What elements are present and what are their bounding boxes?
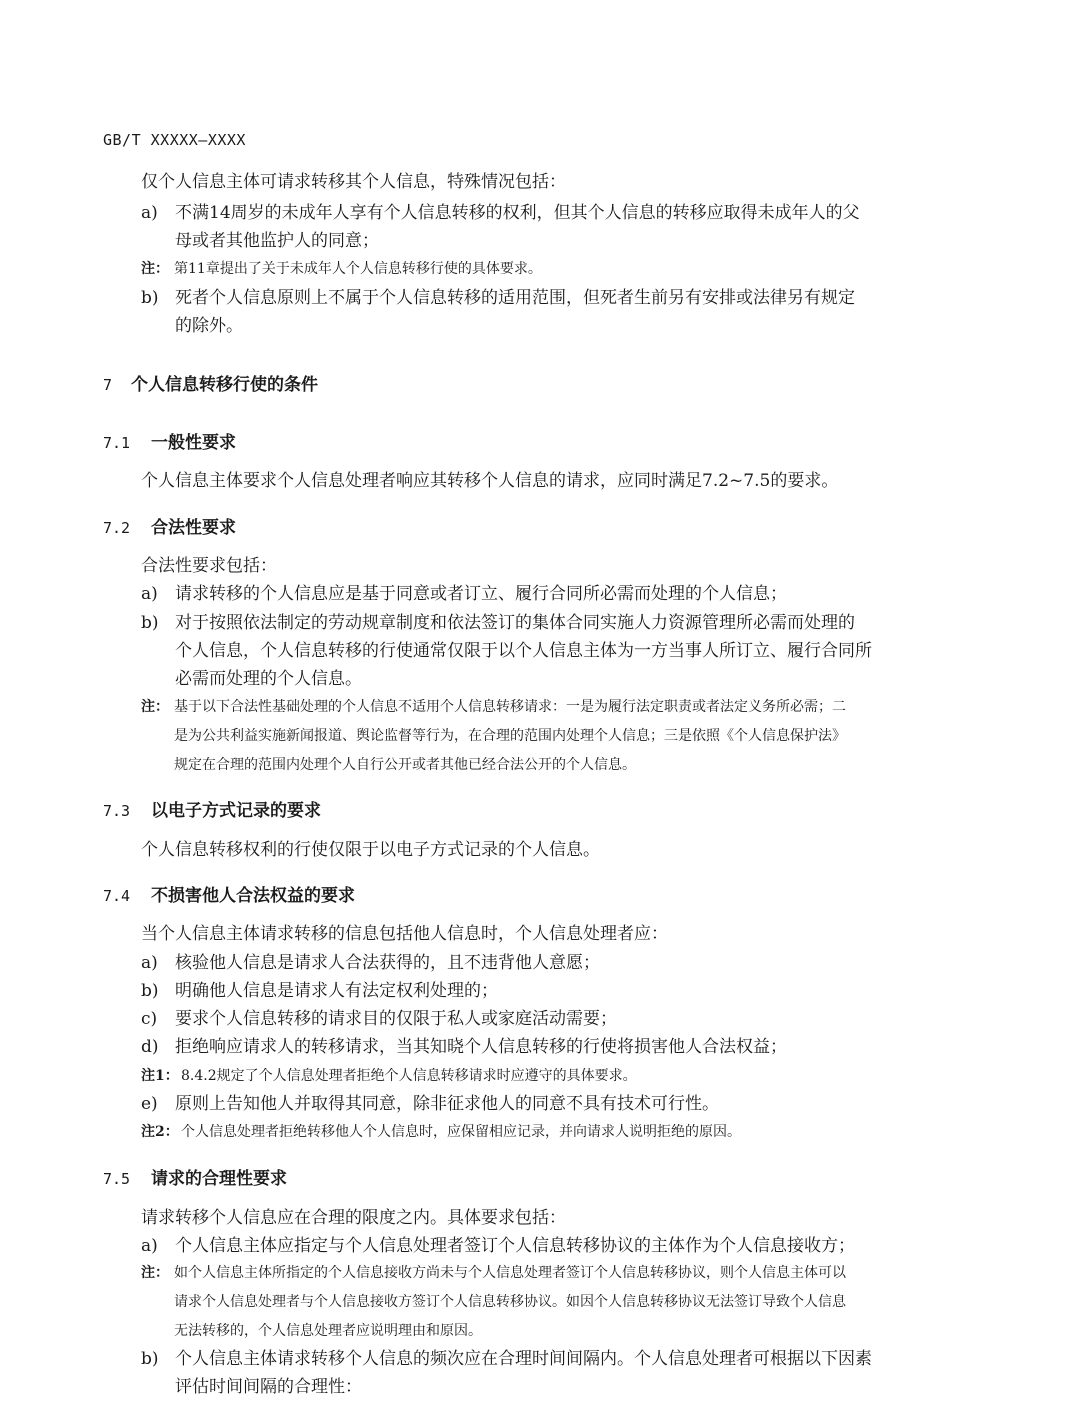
note-text: 8.4.2规定了个人信息处理者拒绝个人信息转移请求时应遵守的具体要求。: [181, 1068, 637, 1084]
note-label: 注2：: [141, 1124, 179, 1140]
list-item-label: c): [141, 1009, 158, 1029]
section-7-3-paragraph: 个人信息转移权利的行使仅限于以电子方式记录的个人信息。: [141, 840, 600, 860]
note-text-line: 基于以下合法性基础处理的个人信息不适用个人信息转移请求：一是为履行法定职责或者法定义务所必需；二: [174, 699, 846, 715]
intro-paragraph: 仅个人信息主体可请求转移其个人信息，特殊情况包括：: [141, 172, 566, 192]
section-number: 7.4: [103, 887, 131, 905]
section-number: 7.3: [103, 802, 131, 820]
list-item-text-line: 不满14周岁的未成年人享有个人信息转移的权利，但其个人信息的转移应取得未成年人的父: [175, 203, 860, 223]
list-item-text: 原则上告知他人并取得其同意，除非征求他人的同意不具有技术可行性。: [175, 1094, 719, 1114]
section-7-1-paragraph: 个人信息主体要求个人信息处理者响应其转移个人信息的请求，应同时满足7.2~7.5的要求。: [141, 471, 839, 491]
list-item-label: a): [141, 1236, 158, 1256]
section-title: 以电子方式记录的要求: [151, 801, 321, 821]
document-code-header: GB/T XXXXX—XXXX: [103, 131, 246, 149]
section-7-1-heading: [103, 428, 236, 453]
note-label: 注：: [141, 699, 169, 715]
section-7-2-heading: [103, 513, 236, 538]
section-number: 7.5: [103, 1170, 131, 1188]
section-title: 请求的合理性要求: [151, 1169, 287, 1189]
list-item-label: a): [141, 203, 158, 223]
list-item-label: b): [141, 288, 159, 308]
list-item-label: e): [141, 1094, 158, 1114]
section-title: 个人信息转移行使的条件: [131, 375, 318, 395]
list-item-text-line: 个人信息，个人信息转移的行使通常仅限于以个人信息主体为一方当事人所订立、履行合同所: [175, 641, 872, 661]
list-item-text-line: 个人信息主体请求转移个人信息的频次应在合理时间间隔内。个人信息处理者可根据以下因素: [175, 1349, 872, 1369]
list-item-text-line: 对于按照依法制定的劳动规章制度和依法签订的集体合同实施人力资源管理所必需而处理的: [175, 613, 855, 633]
section-7-2-paragraph: 合法性要求包括：: [141, 556, 277, 576]
list-item-text-line: 必需而处理的个人信息。: [175, 669, 362, 689]
list-item-text: 明确他人信息是请求人有法定权利处理的；: [175, 981, 498, 1001]
list-item-text: 核验他人信息是请求人合法获得的，且不违背他人意愿；: [175, 953, 600, 973]
list-item-text: 拒绝响应请求人的转移请求，当其知晓个人信息转移的行使将损害他人合法权益；: [175, 1037, 787, 1057]
note-text-line: 无法转移的，个人信息处理者应说明理由和原因。: [174, 1323, 482, 1339]
section-title: 一般性要求: [151, 433, 236, 453]
note-text-line: 如个人信息主体所指定的个人信息接收方尚未与个人信息处理者签订个人信息转移协议，则个人信息主体可以: [174, 1265, 846, 1281]
list-item-text-line: 评估时间间隔的合理性：: [175, 1377, 362, 1397]
list-item-label: d): [141, 1037, 159, 1057]
list-item-text: 请求转移的个人信息应是基于同意或者订立、履行合同所必需而处理的个人信息；: [175, 584, 787, 604]
list-item-label: a): [141, 953, 158, 973]
note-text-line: 请求个人信息处理者与个人信息接收方签订个人信息转移协议。如因个人信息转移协议无法签订导致个人信息: [174, 1294, 846, 1310]
list-item-label: b): [141, 981, 159, 1001]
section-title: 不损害他人合法权益的要求: [151, 886, 355, 906]
section-number: 7: [103, 376, 113, 394]
section-7-3-heading: [103, 796, 321, 821]
section-7-5-paragraph: 请求转移个人信息应在合理的限度之内。具体要求包括：: [141, 1208, 566, 1228]
list-item-label: a): [141, 584, 158, 604]
section-7-4-heading: [103, 881, 355, 906]
section-number: 7.2: [103, 519, 131, 537]
section-7-4-paragraph: 当个人信息主体请求转移的信息包括他人信息时，个人信息处理者应：: [141, 924, 668, 944]
section-7-5-heading: [103, 1164, 287, 1189]
section-title: 合法性要求: [151, 518, 236, 538]
list-item-label: b): [141, 613, 159, 633]
note-text-line: 是为公共利益实施新闻报道、舆论监督等行为，在合理的范围内处理个人信息；三是依照《个人信息保护法》: [174, 728, 846, 744]
note-text-line: 规定在合理的范围内处理个人自行公开或者其他已经合法公开的个人信息。: [174, 757, 636, 773]
section-number: 7.1: [103, 434, 131, 452]
list-item-text-line: 的除外。: [175, 316, 243, 336]
note-text: 第11章提出了关于未成年人个人信息转移行使的具体要求。: [174, 261, 542, 277]
list-item-text: 要求个人信息转移的请求目的仅限于私人或家庭活动需要；: [175, 1009, 617, 1029]
note-label: 注：: [141, 1265, 169, 1281]
section-7-heading: [103, 370, 318, 395]
list-item-text-line: 母或者其他监护人的同意；: [175, 231, 379, 251]
list-item-label: b): [141, 1349, 159, 1369]
note-label: 注：: [141, 261, 169, 277]
note-text: 个人信息处理者拒绝转移他人个人信息时，应保留相应记录，并向请求人说明拒绝的原因。: [181, 1124, 741, 1140]
note-label: 注1：: [141, 1068, 179, 1084]
list-item-text: 个人信息主体应指定与个人信息处理者签订个人信息转移协议的主体作为个人信息接收方；: [175, 1236, 855, 1256]
list-item-text-line: 死者个人信息原则上不属于个人信息转移的适用范围，但死者生前另有安排或法律另有规定: [175, 288, 855, 308]
